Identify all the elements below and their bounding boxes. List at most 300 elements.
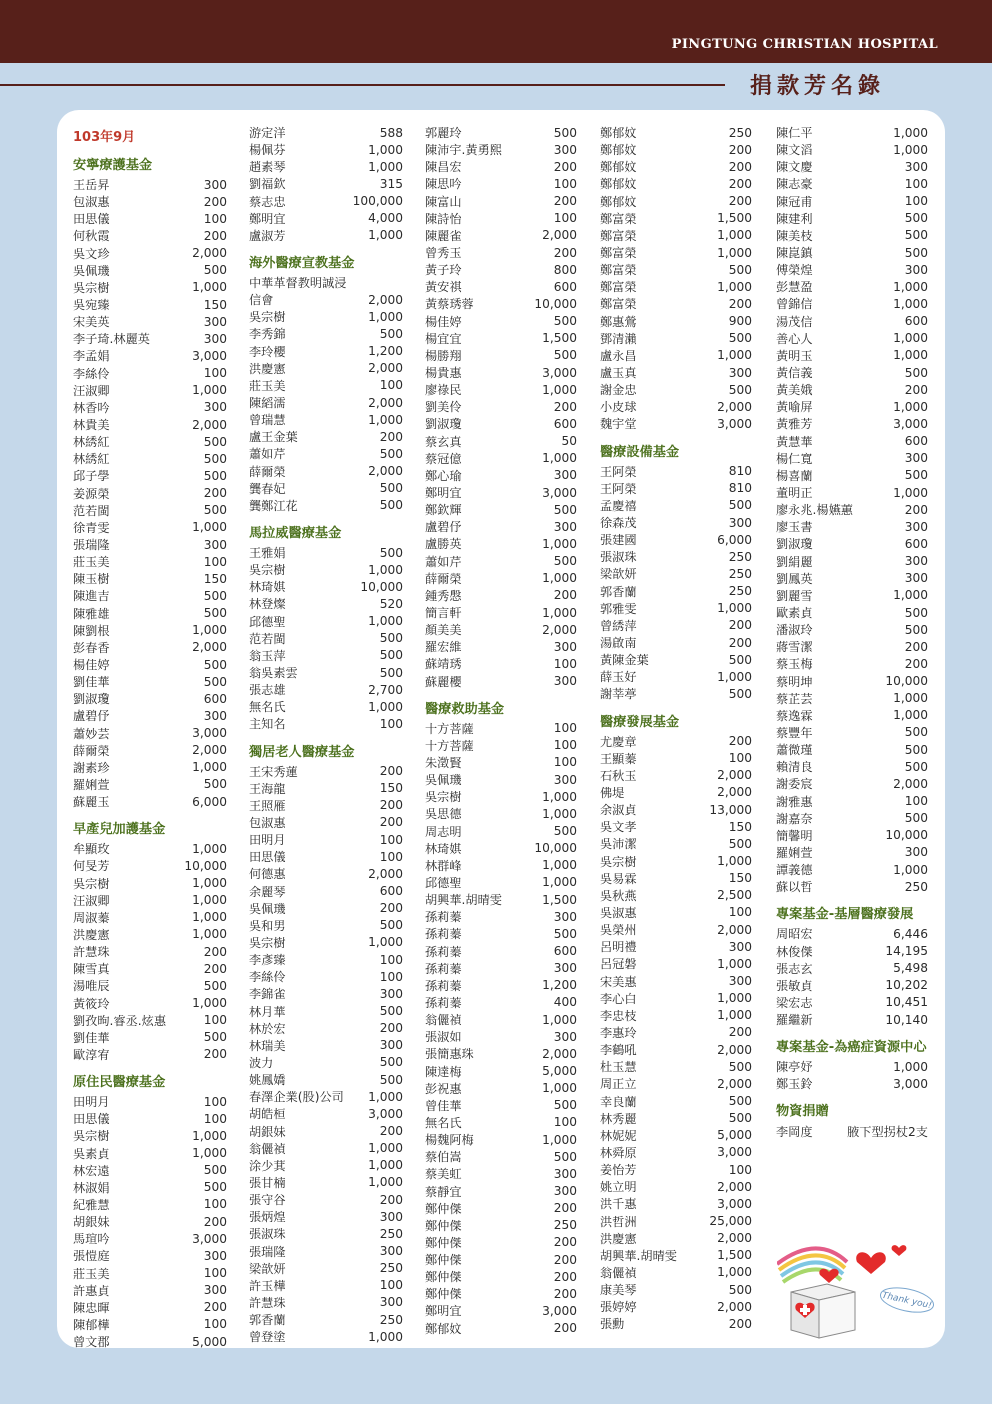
donor-name: 蔡豐年: [776, 725, 813, 740]
donor-row: [249, 1088, 403, 1105]
donor-row: [425, 467, 577, 484]
fund-heading: 原住民醫療基金: [73, 1075, 166, 1091]
donation-amount: 200: [553, 1252, 577, 1267]
donation-amount: 25,000: [709, 1214, 752, 1228]
donor-row: [425, 1200, 577, 1217]
donor-row: [776, 261, 928, 278]
donation-amount: 600: [904, 536, 928, 551]
donor-row: [600, 1230, 752, 1247]
donor-name: 余麗琴: [249, 884, 286, 899]
donor-name: 呂冠磐: [600, 957, 637, 972]
donation-amount: 100: [203, 1111, 227, 1126]
donor-row: [249, 917, 403, 934]
donation-amount: 3,000: [717, 1196, 752, 1211]
donation-amount: 500: [728, 652, 752, 667]
fund-heading: 獨居老人醫療基金: [249, 744, 355, 760]
donor-row: [600, 784, 752, 801]
donor-name: 十方菩薩: [425, 721, 474, 736]
donor-row: [73, 347, 227, 364]
donor-row: [600, 244, 752, 261]
donor-row: [425, 381, 577, 398]
donation-amount: 300: [203, 708, 227, 723]
donor-row: [776, 604, 928, 621]
donor-name: 陳縚濡: [249, 396, 286, 411]
donor-row: [425, 1045, 577, 1062]
donation-amount: 5,000: [542, 1064, 577, 1079]
donor-name: 傅榮煌: [776, 263, 813, 278]
donation-amount: 300: [553, 909, 577, 924]
donation-amount: 500: [203, 451, 227, 466]
donation-amount: 200: [379, 1021, 403, 1036]
donor-row: [249, 544, 403, 561]
donation-amount: 500: [203, 434, 227, 449]
donor-row: [249, 428, 403, 445]
donation-amount: 200: [904, 382, 928, 397]
donor-row: [425, 1302, 577, 1319]
donor-name: 何秋霞: [73, 229, 110, 244]
donation-amount: 1,000: [717, 228, 752, 243]
donor-name: 林妮妮: [600, 1128, 637, 1143]
donation-amount: 200: [379, 429, 403, 444]
donor-name: 胡皓桓: [249, 1107, 286, 1122]
donor-row: [776, 810, 928, 827]
donor-row: [776, 673, 928, 690]
donor-row: [73, 1230, 227, 1247]
donor-name: 蕭微瑾: [776, 743, 813, 758]
donor-name: 李心白: [600, 991, 637, 1006]
donor-row: [425, 261, 577, 278]
donor-row: [776, 158, 928, 175]
donor-name: 陳忠暉: [73, 1300, 110, 1315]
donation-amount: 200: [553, 588, 577, 603]
donor-name: 鄭郁妏: [600, 160, 637, 175]
donor-row: [776, 844, 928, 861]
donation-amount: 200: [203, 1214, 227, 1229]
donation-amount: 200: [553, 1201, 577, 1216]
donor-name: 吳文孝: [600, 820, 637, 835]
donation-amount: 3,000: [192, 348, 227, 363]
donor-name: 蔡玉梅: [776, 657, 813, 672]
donor-name: 吳秋燕: [600, 888, 637, 903]
donation-amount: 300: [553, 639, 577, 654]
donor-name: 張瑞隆: [249, 1244, 286, 1259]
donor-row: [600, 364, 752, 381]
donor-name: 吳宗樹: [73, 280, 110, 295]
donation-amount: 100: [379, 1278, 403, 1293]
donor-name: 陳亭妤: [776, 1060, 813, 1075]
donor-name: 牟顯玫: [73, 842, 110, 857]
donation-amount: 100: [379, 716, 403, 731]
donation-amount: 200: [553, 159, 577, 174]
donor-name: 陳沛宇.黃勇熙: [425, 143, 502, 158]
donor-row: [249, 480, 403, 497]
donor-name: 陳劉根: [73, 623, 110, 638]
donation-amount: 200: [553, 1321, 577, 1336]
donor-row: [249, 141, 403, 158]
donor-name: 胡銀妹: [249, 1124, 286, 1139]
donor-name: 黃美娥: [776, 383, 813, 398]
donor-row: [425, 771, 577, 788]
donor-row: [600, 634, 752, 651]
donation-amount: 2,000: [717, 785, 752, 800]
donor-name: 李絲伶: [73, 366, 110, 381]
donor-row: [249, 763, 403, 780]
donor-name: 汪淑卿: [73, 893, 110, 908]
donor-row: [776, 638, 928, 655]
donor-row: [600, 381, 752, 398]
donor-row: [600, 313, 752, 330]
donation-amount: 200: [379, 901, 403, 916]
donor-name: 鄭富榮: [600, 297, 637, 312]
donor-name: 吳佩璣: [73, 263, 110, 278]
donor-name: 羅宏維: [425, 640, 462, 655]
fund-heading: 安寧療護基金: [73, 158, 153, 173]
donor-name: 林香吟: [73, 400, 110, 415]
donation-amount: 100: [728, 751, 752, 766]
donor-row: [425, 347, 577, 364]
donor-name: 黃安祺: [425, 280, 462, 295]
donor-name: 胡興華.胡晴雯: [425, 893, 502, 908]
donation-amount: 500: [379, 1055, 403, 1070]
donor-name: 吳佩璣: [249, 901, 286, 916]
donor-name: 徐青雯: [73, 520, 110, 535]
donation-amount: 1,000: [893, 125, 928, 140]
fund-heading: 專案基金-為癌症資源中心: [776, 1040, 927, 1056]
donor-row: [249, 360, 403, 377]
donation-amount: 200: [904, 639, 928, 654]
donation-amount: 10,000: [885, 674, 928, 689]
donor-name: 楊喜蘭: [776, 468, 813, 483]
column-1: [73, 124, 227, 1350]
donor-row: [425, 553, 577, 570]
donor-row: [600, 175, 752, 192]
donation-amount: 1,000: [893, 862, 928, 877]
donor-name: 鄭仲傑: [425, 1270, 462, 1285]
donor-row: [73, 909, 227, 926]
donor-row: [600, 463, 752, 480]
donor-name: 張瑞隆: [73, 538, 110, 553]
donation-amount: 2,000: [893, 776, 928, 791]
donation-amount: 1,000: [368, 699, 403, 714]
donor-row: [249, 934, 403, 951]
donation-amount: 500: [904, 605, 928, 620]
donation-amount: 1,000: [542, 875, 577, 890]
donation-amount: 1,000: [368, 1329, 403, 1344]
donation-amount: 200: [728, 296, 752, 311]
donation-amount: 1,000: [368, 159, 403, 174]
donor-name: 張志玄: [776, 961, 813, 976]
donor-row: [425, 227, 577, 244]
donation-amount: 2,000: [192, 246, 227, 261]
donation-amount: 500: [728, 1282, 752, 1297]
donor-name: 劉美伶: [425, 400, 462, 415]
donor-row: [73, 960, 227, 977]
fund-heading: 專案基金-基層醫療發展: [776, 907, 914, 923]
donation-amount: 100: [904, 194, 928, 209]
donor-row: [600, 600, 752, 617]
donation-amount: 1,000: [717, 1008, 752, 1023]
donor-row: [425, 433, 577, 450]
donor-name: 湯茂信: [776, 314, 813, 329]
donor-name: 李彥臻: [249, 953, 286, 968]
donation-amount: 1,000: [192, 996, 227, 1011]
donor-row: [600, 141, 752, 158]
donor-name: 林淑娟: [73, 1180, 110, 1195]
donation-amount: 1,500: [542, 331, 577, 346]
donor-name: 李秀錦: [249, 327, 286, 342]
donor-row: [249, 681, 403, 698]
donor-name: 信會: [249, 293, 274, 308]
donor-row: [249, 578, 403, 595]
fund-heading: 物資捐贈: [776, 1104, 829, 1120]
donation-amount: 200: [379, 798, 403, 813]
donor-row: [73, 193, 227, 210]
donor-name: 蕭如芹: [249, 447, 286, 462]
donation-amount: 2,000: [368, 866, 403, 881]
donation-amount: 500: [379, 545, 403, 560]
donation-amount: 1,000: [542, 571, 577, 586]
donation-amount: 1,000: [893, 691, 928, 706]
donor-name: 曾瑞慧: [249, 413, 286, 428]
donation-amount: 2,000: [717, 1076, 752, 1091]
donation-amount: 1,000: [893, 296, 928, 311]
donation-amount: 300: [553, 468, 577, 483]
donor-name: 宋美惠: [600, 974, 637, 989]
donation-amount: 200: [379, 764, 403, 779]
donor-row: [73, 656, 227, 673]
donation-amount: 150: [203, 571, 227, 586]
donor-row: [73, 365, 227, 382]
donation-amount: 1,000: [192, 383, 227, 398]
donation-amount: 1,000: [717, 854, 752, 869]
donor-row: [600, 1127, 752, 1144]
donor-row: [73, 519, 227, 536]
donor-name: 張守谷: [249, 1193, 286, 1208]
donor-name: 盧勝英: [425, 537, 462, 552]
donor-name: 吳思德: [425, 807, 462, 822]
donation-amount: 500: [379, 1004, 403, 1019]
donor-name: 幸良蘭: [600, 1094, 637, 1109]
donation-amount: 150: [728, 819, 752, 834]
donation-amount: 200: [728, 194, 752, 209]
donation-amount: 500: [553, 348, 577, 363]
column-2: [249, 124, 403, 1345]
donation-amount: 300: [553, 772, 577, 787]
donor-row: [73, 227, 227, 244]
donation-amount: 1,000: [542, 806, 577, 821]
donor-row: [776, 690, 928, 707]
donation-amount: 1,000: [192, 841, 227, 856]
donor-row: [600, 227, 752, 244]
donor-row: [776, 655, 928, 672]
donation-amount: 588: [379, 125, 403, 140]
donor-row: [249, 1002, 403, 1019]
donor-row: [73, 742, 227, 759]
donor-row: [600, 497, 752, 514]
donation-amount: 1,000: [893, 588, 928, 603]
donor-row: [249, 1260, 403, 1277]
donor-row: [776, 398, 928, 415]
donor-name: 歐淳宥: [73, 1047, 110, 1062]
donor-row: [776, 942, 928, 959]
donor-name: 佛堤: [600, 785, 625, 800]
small-heart-icon: [892, 1245, 907, 1256]
fund-heading: 醫療救助基金: [425, 701, 505, 717]
donor-row: [776, 1122, 928, 1139]
donor-name: 李錦雀: [249, 987, 286, 1002]
donation-amount: 200: [728, 159, 752, 174]
donor-name: 洪慶憲: [249, 361, 286, 376]
donation-amount: 1,000: [893, 1059, 928, 1074]
donation-amount: 500: [728, 686, 752, 701]
donor-name: 吳宛臻: [73, 298, 110, 313]
donation-amount: 1,000: [368, 935, 403, 950]
donor-name: 涂少萁: [249, 1158, 286, 1173]
donor-name: 蔡芷芸: [776, 691, 813, 706]
donor-row: [600, 1315, 752, 1332]
donor-name: 翁儷禎: [425, 1013, 462, 1028]
donation-amount: 500: [904, 759, 928, 774]
donor-name: 鄭仲傑: [425, 1201, 462, 1216]
donation-amount: 10,000: [184, 858, 227, 873]
donor-row: [425, 1182, 577, 1199]
donor-name: 潘淑玲: [776, 623, 813, 638]
donor-row: [600, 1281, 752, 1298]
donation-amount: 250: [379, 1261, 403, 1276]
donor-name: 林秀麗: [600, 1111, 637, 1126]
donation-amount: 1,000: [717, 1265, 752, 1280]
donation-amount: 100: [553, 656, 577, 671]
donation-amount: 2,000: [717, 1179, 752, 1194]
donor-name: 張敏貞: [776, 978, 813, 993]
donor-row: [600, 835, 752, 852]
donation-amount: 500: [904, 468, 928, 483]
donation-amount: 1,200: [542, 978, 577, 993]
donation-amount: 1,000: [542, 451, 577, 466]
donor-row: [600, 1092, 752, 1109]
donor-row: [776, 925, 928, 942]
donor-row: [249, 1328, 403, 1345]
donation-amount: 150: [203, 297, 227, 312]
column-3: [425, 124, 577, 1337]
donor-row: [249, 193, 403, 210]
donation-amount: 500: [904, 742, 928, 757]
donation-amount: 300: [728, 974, 752, 989]
donor-name: 林琦娸: [425, 841, 462, 856]
donor-name: 湯啟南: [600, 636, 637, 650]
donor-name: 盧碧伃: [73, 709, 110, 724]
donor-row: [73, 1144, 227, 1161]
donor-name: 無名氏: [249, 700, 286, 715]
donor-name: 黃子玲: [425, 263, 462, 278]
donor-name: 周正立: [600, 1077, 637, 1092]
donor-name: 李岡度: [776, 1124, 813, 1139]
donor-row: [776, 278, 928, 295]
donation-amount: 2,000: [192, 417, 227, 432]
donor-name: 陳崑鎮: [776, 246, 813, 261]
donor-name: 郭香蘭: [600, 584, 637, 599]
donor-row: [249, 951, 403, 968]
donor-row: [73, 536, 227, 553]
donor-name: 簡馨明: [776, 828, 813, 843]
donation-amount: 300: [904, 554, 928, 569]
donation-amount: 500: [904, 228, 928, 243]
donor-row: [73, 759, 227, 776]
page-title: 捐款芳名錄: [750, 74, 886, 99]
donor-row: [73, 382, 227, 399]
donation-amount: 100: [904, 794, 928, 809]
donation-amount: 500: [379, 648, 403, 663]
donor-name: 簡言軒: [425, 606, 462, 620]
donation-amount: 100: [553, 738, 577, 753]
donor-name: 謝金忠: [600, 383, 637, 398]
donor-row: [249, 1140, 403, 1157]
donor-row: [249, 698, 403, 715]
donor-row: [249, 985, 403, 1002]
donor-row: [425, 737, 577, 754]
donor-row: [249, 1311, 403, 1328]
donation-amount: 1,000: [368, 562, 403, 577]
donor-row: [776, 193, 928, 210]
donor-name: 陳建利: [776, 211, 813, 226]
donation-amount: 1,000: [717, 348, 752, 363]
donation-amount: 600: [203, 691, 227, 706]
donor-name: 王阿榮: [600, 481, 637, 496]
donor-name: 陳仁平: [776, 126, 813, 141]
donation-amount: 10,000: [885, 828, 928, 843]
donor-name: 黃雅芳: [776, 417, 813, 432]
donor-name: 鄭富榮: [600, 280, 637, 295]
donor-row: [249, 865, 403, 882]
donation-amount: 300: [203, 1248, 227, 1263]
donor-name: 范若閩: [249, 631, 286, 646]
fund-heading: 馬拉威醫療基金: [249, 525, 342, 541]
donor-row: [73, 296, 227, 313]
donation-amount: 200: [203, 228, 227, 243]
donation-amount: 200: [728, 734, 752, 749]
donation-amount: 250: [904, 879, 928, 894]
donation-amount: 200: [203, 194, 227, 209]
donation-amount: 500: [203, 606, 227, 621]
donor-name: 陳雅雄: [73, 606, 110, 621]
donation-amount: 1,500: [717, 211, 752, 226]
donor-name: 洪慶憲: [73, 927, 110, 942]
donor-name: 王海龍: [249, 781, 286, 796]
donation-amount: 500: [904, 811, 928, 826]
donor-name: 劉淑瓊: [73, 692, 110, 707]
donor-name: 羅娳萱: [73, 777, 110, 792]
donor-row: [73, 707, 227, 724]
thank-you-illustration: [777, 1234, 937, 1344]
donor-row: [600, 1212, 752, 1229]
donor-row: [249, 780, 403, 797]
donation-amount: 200: [379, 1192, 403, 1207]
donor-name: 洪千惠: [600, 1197, 637, 1212]
donor-row: [249, 630, 403, 647]
donor-name: 曾文郡: [73, 1335, 110, 1350]
donor-row: [249, 124, 403, 141]
donor-name: 陳麗雀: [425, 228, 462, 243]
donor-row: [600, 531, 752, 548]
donation-amount: 500: [203, 1030, 227, 1045]
donor-row: [73, 330, 227, 347]
donor-row: [776, 1058, 928, 1075]
donation-amount: 200: [203, 1300, 227, 1315]
donor-row: [425, 1320, 577, 1337]
donor-name: 吳宗樹: [249, 935, 286, 950]
donor-row: [73, 1127, 227, 1144]
donor-row: [425, 1217, 577, 1234]
